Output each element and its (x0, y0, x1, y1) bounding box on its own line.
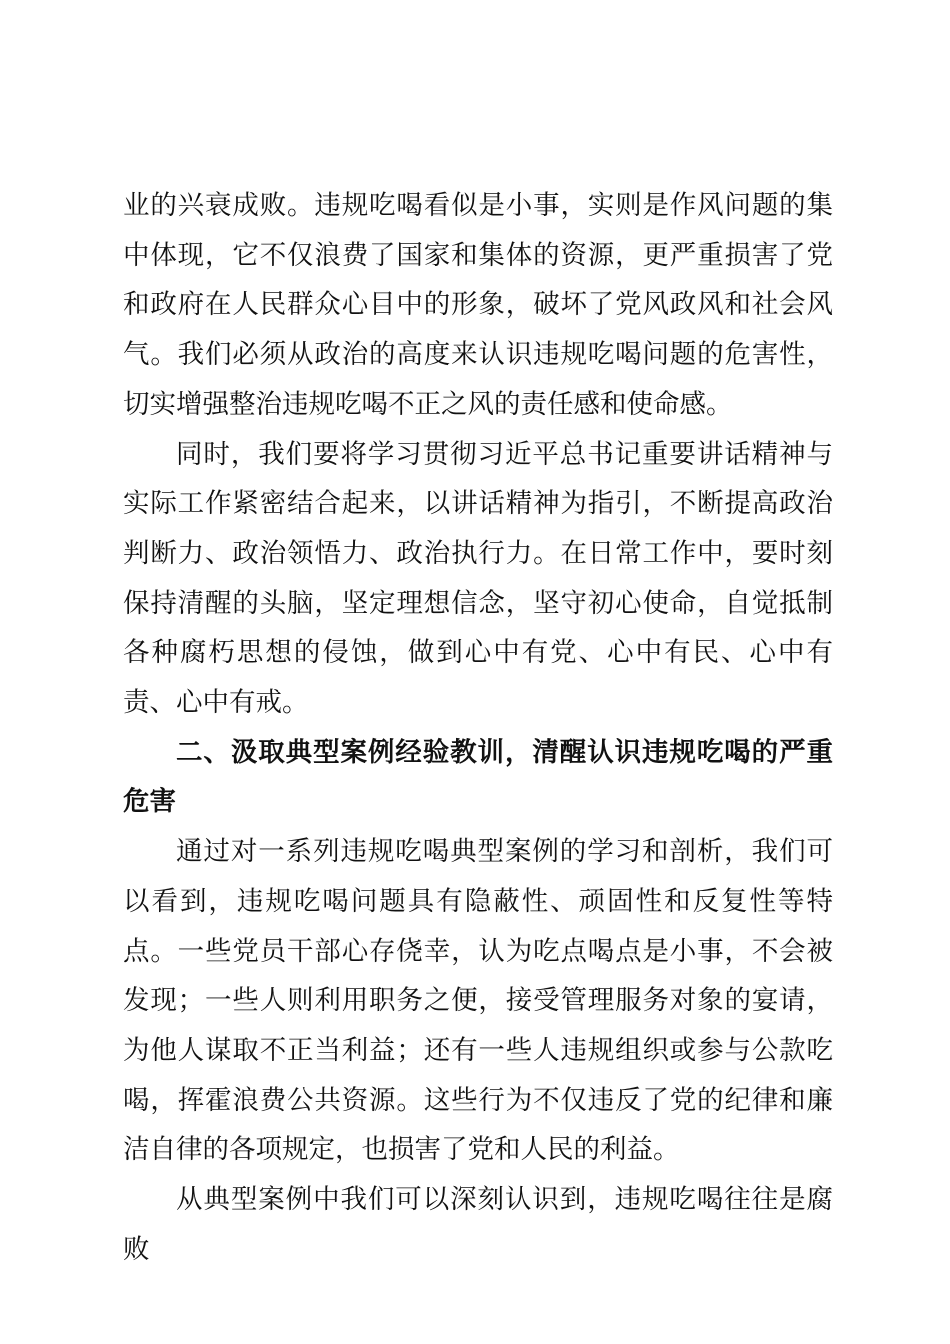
paragraph: 同时，我们要将学习贯彻习近平总书记重要讲话精神与实际工作紧密结合起来，以讲话精神为指引，不断提高政治判断力、政治领悟力、政治执行力。在日常工作中，要时刻保持清醒的头脑，坚定理想信念，坚守初心使命，自觉抵制各种腐朽思想的侵蚀，做到心中有党、心中有民、心中有责、心中有戒。 (123, 438, 833, 719)
document-body (123, 181, 833, 1274)
paragraph: 从典型案例中我们可以深刻认识到，违规吃喝往往是腐败 (123, 1184, 833, 1265)
section-heading: 二、汲取典型案例经验教训，清醒认识违规吃喝的严重危害 (123, 736, 833, 818)
paragraph: 通过对一系列违规吃喝典型案例的学习和剖析，我们可以看到，违规吃喝问题具有隐蔽性、顽固性和反复性等特点。一些党员干部心存侥幸，认为吃点喝点是小事，不会被发现；一些人则利用职务之便，接受管理服务对象的宴请，为他人谋取不正当利益；还有一些人违规组织或参与公款吃喝，挥霍浪费公共资源。这些行为不仅违反了党的纪律和廉洁自律的各项规定，也损害了党和人民的利益。 (123, 836, 833, 1166)
paragraph-continued: 业的兴衰成败。违规吃喝看似是小事，实则是作风问题的集中体现，它不仅浪费了国家和集体的资源，更严重损害了党和政府在人民群众心目中的形象，破坏了党风政风和社会风气。我们必须从政治的高度来认识违规吃喝问题的危害性，切实增强整治违规吃喝不正之风的责任感和使命感。 (123, 190, 833, 420)
